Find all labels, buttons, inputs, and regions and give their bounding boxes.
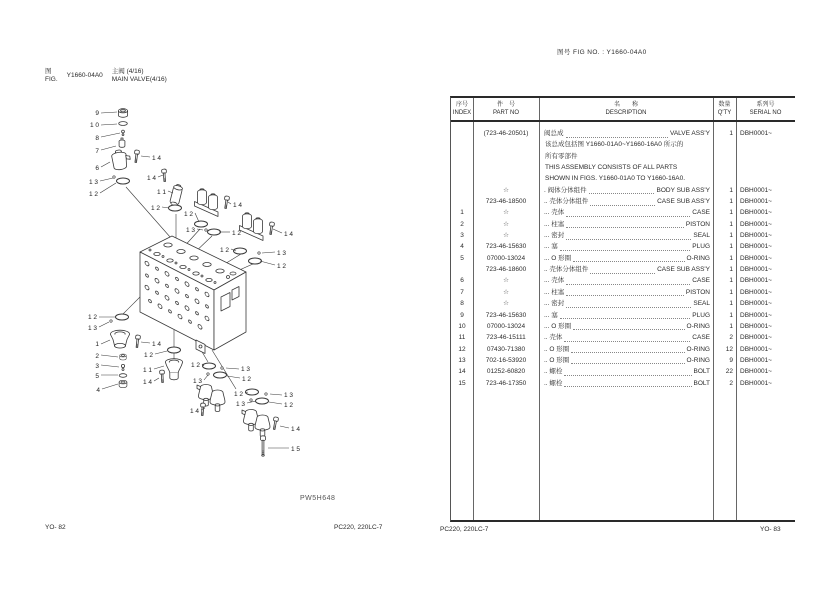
table-row: [451, 344, 795, 355]
callout-label-3: 3: [95, 363, 99, 370]
callout-label-10: 1 0: [89, 122, 99, 129]
dotted-leader: [560, 241, 691, 251]
cell-description: .. 壳体分体组件 CASE SUB ASS'Y: [544, 198, 710, 206]
callout-label-14: 1 4: [189, 408, 199, 415]
cell-description: .. O 形圈 O-RING: [544, 356, 710, 364]
table-row: [451, 128, 795, 139]
table-note-row: [451, 151, 795, 162]
cell-description: ... 塞 PLUG: [544, 311, 710, 319]
table-row: [451, 321, 795, 332]
table-note-row: [451, 173, 795, 184]
diagram-parts: [110, 109, 279, 457]
callout-line: [101, 146, 116, 150]
callout-label-7: 7: [95, 148, 99, 155]
dotted-leader: [564, 366, 691, 376]
part-12-oring: [203, 363, 216, 369]
cell-part-no: [473, 139, 539, 150]
cell-serial-no: DBH0001~: [740, 288, 772, 296]
cell-index: 5: [460, 254, 464, 262]
part-14-bolt: [272, 417, 279, 430]
cell-serial-no: DBH0001~: [740, 266, 772, 274]
callout-label-12: 1 2: [87, 314, 97, 321]
cell-index: 3: [460, 232, 464, 240]
callout-line: [141, 156, 150, 157]
callout-label-14: 1 4: [291, 426, 301, 433]
cell-index: 6: [460, 277, 464, 285]
cell-qty: 1: [729, 311, 733, 319]
callout-label-14: 1 4: [233, 202, 243, 209]
cell-index: [451, 185, 473, 196]
table-row: [451, 310, 795, 321]
callout-label-13: 1 3: [241, 366, 251, 373]
cell-part-no: [473, 162, 539, 173]
callout-label-14: 1 4: [152, 155, 162, 162]
cell-description: .. O 形圈 O-RING: [544, 345, 710, 353]
callout-label-13: 1 3: [235, 401, 245, 408]
dotted-leader: [560, 310, 691, 320]
table-row: [451, 185, 795, 196]
cell-qty: 1: [729, 220, 733, 228]
table-note-row: [451, 139, 795, 150]
callout-label-15: 1 5: [291, 446, 301, 453]
cell-description: .. 螺栓 BOLT: [544, 379, 710, 387]
cell-index: [451, 151, 473, 162]
fig-number: Y1660-04A0: [66, 72, 103, 79]
cell-index: 1: [460, 209, 464, 217]
cell-part-no: ☆: [503, 288, 509, 296]
dotted-leader: [566, 287, 684, 297]
part-5-oring: [119, 374, 127, 378]
part-2-piston: [120, 354, 126, 360]
callout-line: [162, 207, 169, 208]
callout-line: [270, 394, 282, 395]
cell-index: [451, 162, 473, 173]
header-index: 序号 INDEX: [452, 102, 472, 116]
dotted-leader: [566, 219, 684, 229]
part-12-oring: [116, 314, 129, 320]
cell-description: ... O 形圈 O-RING: [544, 254, 710, 262]
left-model-code: PC220, 220LC-7: [334, 524, 383, 531]
callout-label-12: 1 2: [190, 362, 200, 369]
callout-label-13: 1 3: [284, 392, 294, 399]
table-row: [451, 355, 795, 366]
part-12-oring: [117, 178, 130, 184]
callout-label-12: 1 2: [233, 391, 243, 398]
callout-line: [141, 342, 150, 343]
callout-label-12: 1 2: [88, 191, 98, 198]
callout-label-13: 1 3: [87, 325, 97, 332]
cell-serial-no: DBH0001~: [740, 254, 772, 262]
dotted-leader: [590, 196, 655, 206]
part-14-bolt: [160, 370, 165, 383]
callout-line: [226, 368, 239, 369]
dotted-leader: [564, 332, 690, 342]
part-14-bolt: [133, 150, 139, 163]
cell-qty: 1: [729, 254, 733, 262]
cell-qty: 2: [729, 379, 733, 387]
callout-line: [154, 366, 164, 369]
leader-line: [212, 350, 236, 389]
table-row: [451, 196, 795, 207]
cell-serial-no: DBH0001~: [740, 379, 772, 387]
part-13-oring: [113, 176, 115, 178]
cell-index: [451, 128, 473, 139]
cell-description: ... 柱塞 PISTON: [544, 220, 710, 228]
right-model-code: PC220, 220LC-7: [440, 526, 489, 533]
cell-part-no: ☆: [503, 209, 509, 217]
cell-serial-no: DBH0001~: [740, 209, 772, 217]
dotted-leader: [566, 275, 690, 285]
cell-part-no: 723-46-15111: [486, 334, 526, 342]
case-sub-assembly: [197, 385, 225, 412]
callout-line: [101, 162, 110, 167]
callout-label-9: 9: [95, 110, 99, 117]
callout-label-6: 6: [95, 165, 99, 172]
cell-serial-no: DBH0001~: [740, 198, 772, 206]
part-3-seal: [121, 364, 124, 367]
cell-serial-no: DBH0001~: [740, 345, 772, 353]
cell-serial-no: DBH0001~: [740, 243, 772, 251]
cell-part-no: 723-46-15630: [485, 311, 527, 319]
cell-serial-no: [736, 139, 795, 150]
table-row: [451, 253, 795, 264]
callout-line: [260, 261, 275, 265]
header-qty: 数量 Q'TY: [717, 102, 732, 116]
case-sub-assembly: [240, 213, 264, 241]
cell-serial-no: DBH0001~: [740, 311, 772, 319]
cell-serial-no: [736, 151, 795, 162]
part-8-seal: [122, 130, 125, 133]
cell-part-no: 723-46-18600: [485, 266, 527, 274]
cell-description: ... 塞 PLUG: [544, 243, 710, 251]
cell-part-no: 07430-71380: [486, 345, 526, 353]
table-row: [451, 298, 795, 309]
dotted-leader: [566, 298, 691, 308]
cell-serial-no: DBH0001~: [740, 277, 772, 285]
cell-qty: [713, 139, 736, 150]
cell-qty: 9: [729, 356, 733, 364]
table-row: [451, 332, 795, 343]
cell-qty: 1: [729, 232, 733, 240]
part-10-oring: [119, 122, 128, 126]
cell-description: 所有零部件: [545, 152, 578, 160]
parts-table: [450, 96, 795, 522]
part-7-piston: [119, 138, 125, 147]
callout-label-13: 1 3: [192, 378, 202, 385]
table-row: [451, 287, 795, 298]
cell-part-no: 723-46-18500: [485, 198, 527, 206]
callout-line: [101, 365, 119, 367]
part-12-oring: [249, 258, 262, 264]
dotted-leader: [566, 128, 668, 138]
part-13-oring: [250, 399, 252, 401]
callout-label-12: 1 2: [219, 247, 229, 254]
callout-line: [101, 133, 120, 137]
print-code: PW5H648: [300, 495, 336, 502]
callout-line: [280, 426, 289, 428]
cell-description: . 阀体分体组件 BODY SUB ASS'Y: [544, 186, 710, 194]
callout-line: [155, 351, 167, 354]
cell-serial-no: [736, 173, 795, 184]
callout-line: [195, 213, 199, 222]
callout-label-14: 1 4: [146, 175, 156, 182]
part-1-case: [111, 330, 130, 348]
cell-serial-no: DBH0001~: [740, 186, 772, 194]
callout-label-14: 1 4: [284, 231, 294, 238]
cell-part-no: ☆: [503, 300, 509, 308]
callout-label-5: 5: [95, 373, 99, 380]
cell-qty: 22: [725, 368, 733, 376]
callout-line: [262, 252, 275, 253]
callout-label-1: 1: [95, 341, 99, 348]
cell-serial-no: DBH0001~: [740, 130, 772, 137]
cell-serial-no: DBH0001~: [740, 232, 772, 240]
callout-line: [101, 355, 118, 357]
cell-index: 4: [460, 243, 464, 251]
cell-serial-no: DBH0001~: [740, 220, 772, 228]
callout-line: [269, 402, 282, 404]
table-row: [451, 366, 795, 377]
part-12-oring: [256, 398, 269, 404]
main-valve-body: [140, 236, 246, 354]
table-note-row: [451, 162, 795, 173]
table-row: [451, 230, 795, 241]
cell-description: ... O 形圈 O-RING: [544, 322, 710, 330]
callout-line: [100, 178, 113, 181]
cell-description: ... 密封 SEAL: [544, 300, 710, 308]
part-11-case: [166, 359, 183, 380]
cell-description: .. 壳体 CASE: [544, 334, 710, 342]
cell-part-no: ☆: [503, 277, 509, 285]
leader-line: [123, 297, 140, 314]
cell-serial-no: DBH0001~: [740, 356, 772, 364]
dotted-leader: [571, 355, 684, 365]
fig-no-header: 图号 FIG NO. : Y1660-04A0: [557, 49, 647, 56]
callout-label-13: 1 3: [88, 179, 98, 186]
part-13-oring: [205, 229, 207, 231]
dotted-leader: [571, 344, 684, 354]
cell-index: 14: [458, 368, 466, 376]
cell-part-no: [473, 173, 539, 184]
callout-label-12: 1 2: [150, 205, 160, 212]
dotted-leader: [564, 378, 691, 388]
cell-index: 10: [458, 322, 466, 330]
cell-qty: 1: [729, 198, 733, 206]
cell-index: 2: [460, 220, 464, 228]
callout-label-8: 8: [95, 135, 99, 142]
fig-title-en: MAIN VALVE(4/16): [111, 76, 167, 83]
table-row: [451, 207, 795, 218]
cell-qty: 1: [729, 209, 733, 217]
cell-qty: 1: [729, 186, 733, 194]
callout-label-13: 1 3: [277, 250, 287, 257]
cell-index: 12: [458, 345, 466, 353]
callout-line: [158, 175, 163, 177]
cell-index: 15: [458, 379, 466, 387]
part-13-oring: [110, 320, 112, 322]
callout-label-12: 1 2: [242, 376, 252, 383]
table-header-row: [451, 98, 795, 122]
table-row: [451, 241, 795, 252]
cell-description: .. 螺栓 BOLT: [544, 368, 710, 376]
part-9-plug: [118, 109, 127, 118]
callout-label-14: 1 4: [152, 341, 162, 348]
figure-title-block: [45, 68, 167, 84]
header-serial-no: 系列号 SERIAL NO: [749, 102, 782, 116]
callout-label-11: 1 1: [156, 189, 166, 196]
cell-serial-no: DBH0001~: [740, 300, 772, 308]
callout-label-13: 1 3: [185, 227, 195, 234]
case-sub-assembly: [242, 410, 270, 437]
part-15-bolt: [260, 436, 265, 456]
cell-index: 9: [460, 311, 464, 319]
callout-line: [101, 112, 117, 113]
callout-label-2: 2: [95, 353, 99, 360]
cell-part-no: ☆: [503, 186, 509, 194]
fig-title-cn: 主阀 (4/16): [111, 68, 144, 75]
callout-line: [100, 183, 116, 193]
callout-line: [99, 322, 109, 327]
cell-part-no: 07000-13024: [486, 322, 526, 330]
part-6-case: [111, 149, 131, 171]
cell-index: [451, 173, 473, 184]
dotted-leader: [566, 207, 690, 217]
cell-index: 13: [458, 356, 466, 364]
dotted-leader: [566, 230, 691, 240]
cell-qty: 2: [729, 334, 733, 342]
cell-part-no: 07000-13024: [486, 254, 526, 262]
callout-label-12: 1 2: [277, 263, 287, 270]
case-sub-assembly: [195, 189, 219, 217]
cell-serial-no: [736, 162, 795, 173]
callout-label-11: 1 1: [142, 367, 152, 374]
cell-qty: 1: [729, 266, 733, 274]
cell-part-no: 723-46-17350: [485, 379, 527, 387]
exploded-diagram: [40, 85, 440, 510]
callout-line: [204, 375, 208, 380]
cell-description: 该总成包括图 Y1660-01A0~Y1660-16A0 所示的: [545, 141, 684, 149]
cell-description: ... 壳体 CASE: [544, 209, 710, 217]
cell-description: ... 柱塞 PISTON: [544, 288, 710, 296]
part-14-bolt: [268, 222, 274, 235]
cell-description: THIS ASSEMBLY CONSISTS OF ALL PARTS: [545, 164, 678, 172]
right-page-number: YO- 83: [760, 526, 781, 533]
cell-part-no: 702-16-53920: [485, 356, 527, 364]
part-13-oring: [258, 252, 260, 254]
cell-part-no: ☆: [503, 232, 509, 240]
fig-label-en: FIG.: [45, 76, 58, 83]
callout-line: [102, 384, 118, 389]
cell-qty: 1: [729, 277, 733, 285]
cell-serial-no: DBH0001~: [740, 334, 772, 342]
dotted-leader: [589, 185, 655, 195]
callout-label-12: 1 2: [183, 211, 193, 218]
cell-serial-no: DBH0001~: [740, 322, 772, 330]
cell-qty: [713, 151, 736, 162]
dotted-leader: [573, 321, 684, 331]
part-13-oring: [221, 367, 223, 369]
cell-description: ... 壳体 CASE: [544, 277, 710, 285]
cell-part-no: (723-46-20501): [483, 130, 529, 137]
part-12-oring: [208, 229, 221, 235]
table-row: [451, 378, 795, 389]
header-part-no: 件 号 PART NO: [492, 102, 519, 116]
callout-label-12: 1 2: [284, 402, 294, 409]
cell-index: 11: [458, 334, 466, 342]
cell-description: .. 壳体分体组件 CASE SUB ASS'Y: [544, 266, 710, 274]
part-13-oring: [207, 373, 209, 375]
callout-label-12: 1 2: [143, 352, 153, 359]
dotted-leader: [573, 253, 684, 263]
cell-qty: 1: [729, 288, 733, 296]
cell-index: 7: [460, 288, 464, 296]
cell-part-no: 723-46-15630: [485, 243, 527, 251]
cell-index: 8: [460, 300, 464, 308]
cell-description: SHOWN IN FIGS. Y1660-01A0 TO Y1660-16A0.: [545, 175, 686, 183]
header-description: 名 称 DESCRIPTION: [605, 102, 647, 116]
callout-label-12: 1 2: [232, 230, 242, 237]
dotted-leader: [590, 264, 655, 274]
callout-label-14: 1 4: [142, 379, 152, 386]
cell-part-no: 01252-60820: [486, 368, 526, 376]
fig-label-cn: 图: [45, 68, 52, 75]
cell-description: ... 密封 SEAL: [544, 232, 710, 240]
part-13-oring: [265, 393, 267, 395]
cell-qty: 1: [729, 130, 733, 137]
table-rows: [451, 128, 795, 389]
part-4-plug: [119, 380, 127, 387]
table-row: [451, 275, 795, 286]
table-row: [451, 264, 795, 275]
cell-part-no: ☆: [503, 220, 509, 228]
cell-index: [451, 264, 473, 275]
part-12-oring: [214, 372, 227, 378]
callout-line: [101, 124, 117, 125]
callout-line: [154, 378, 159, 381]
cell-description: 阀总成 VALVE ASS'Y: [544, 130, 710, 137]
cell-qty: 1: [729, 243, 733, 251]
callout-line: [101, 340, 110, 344]
cell-index: [451, 139, 473, 150]
part-11-case: [169, 184, 183, 207]
callout-line: [273, 229, 282, 233]
cell-part-no: [473, 151, 539, 162]
cell-qty: 1: [729, 322, 733, 330]
cell-qty: [713, 162, 736, 173]
part-12-oring: [168, 347, 181, 353]
cell-qty: 12: [725, 345, 733, 353]
callout-label-4: 4: [96, 387, 100, 394]
part-14-bolt: [135, 335, 141, 348]
cell-serial-no: DBH0001~: [740, 368, 772, 376]
left-page-number: YO- 82: [45, 524, 66, 531]
cell-index: [451, 196, 473, 207]
part-12-oring: [169, 205, 182, 211]
callout-line: [228, 202, 231, 204]
cell-qty: [713, 173, 736, 184]
part-12-oring: [195, 221, 208, 227]
table-row: [451, 219, 795, 230]
cell-qty: 1: [729, 300, 733, 308]
